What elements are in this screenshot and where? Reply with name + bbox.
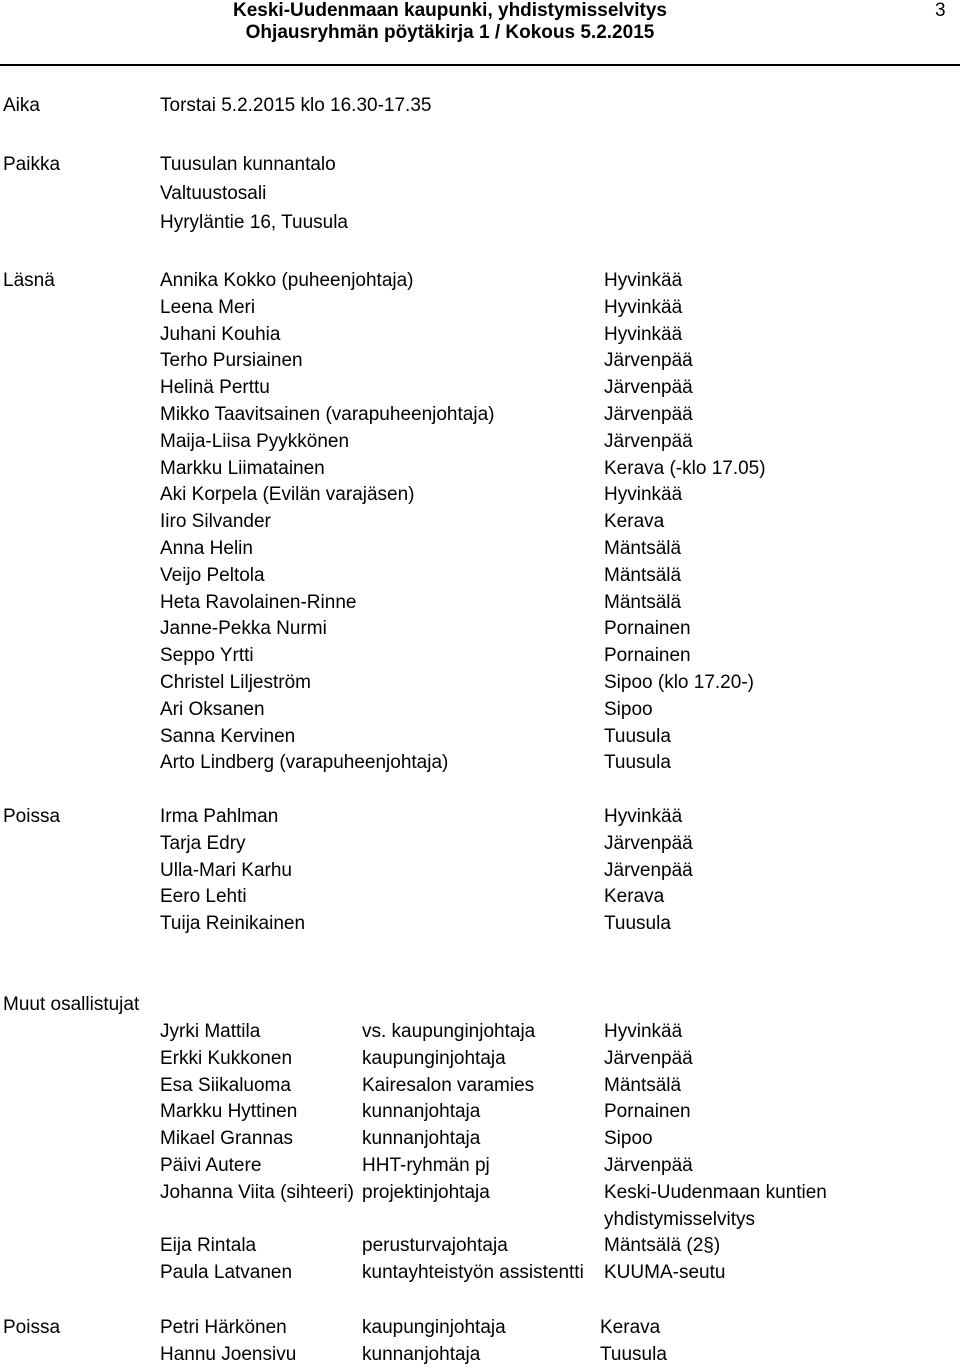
absent-name: Eero Lehti bbox=[160, 886, 247, 908]
participant-organization: Pornainen bbox=[604, 1101, 691, 1123]
participant-role: vs. kaupunginjohtaja bbox=[362, 1021, 536, 1042]
attendee-name: Leena Meri bbox=[160, 296, 256, 318]
attendee-name: Seppo Yrtti bbox=[160, 645, 254, 667]
participant-name: Johanna Viita (sihteeri) bbox=[160, 1181, 354, 1203]
attendee-name: Juhani Kouhia bbox=[160, 323, 281, 345]
absent-name: Irma Pahlman bbox=[160, 806, 279, 827]
page-number: 3 bbox=[935, 0, 946, 21]
participant-name: Päivi Autere bbox=[160, 1155, 262, 1176]
absent-guest-municipality: Kerava bbox=[600, 1317, 661, 1338]
absent-municipality: Tuusula bbox=[604, 913, 671, 935]
attendee-municipality: Sipoo bbox=[604, 698, 653, 720]
attendee-municipality: Hyvinkää bbox=[604, 484, 683, 506]
participant-name: Eija Rintala bbox=[160, 1235, 257, 1257]
participant-role: HHT-ryhmän pj bbox=[362, 1155, 490, 1176]
absent-municipality: Järvenpää bbox=[604, 859, 693, 881]
attendee-municipality: Hyvinkää bbox=[604, 296, 683, 318]
absent-name: Ulla-Mari Karhu bbox=[160, 859, 292, 881]
paikka-line: Hyryläntie 16, Tuusula bbox=[160, 212, 348, 233]
attendee-municipality: Järvenpää bbox=[604, 350, 693, 372]
attendee-name: Aki Korpela (Evilän varajäsen) bbox=[160, 484, 415, 506]
attendee-municipality: Kerava (-klo 17.05) bbox=[604, 457, 766, 479]
attendee-name: Markku Liimatainen bbox=[160, 457, 325, 479]
attendee-municipality: Pornainen bbox=[604, 645, 691, 667]
participant-role: kunnanjohtaja bbox=[362, 1128, 481, 1150]
participant-role: perusturvajohtaja bbox=[362, 1235, 508, 1257]
attendee-municipality: Tuusula bbox=[604, 725, 671, 747]
header-title: Keski-Uudenmaan kaupunki, yhdistymisselvitys bbox=[233, 0, 667, 21]
participant-organization: Hyvinkää bbox=[604, 1021, 683, 1042]
attendee-municipality: Tuusula bbox=[604, 752, 671, 774]
participant-organization: Mäntsälä (2§) bbox=[604, 1235, 721, 1257]
paikka-line: Valtuustosali bbox=[160, 183, 267, 204]
absent-name: Tuija Reinikainen bbox=[160, 913, 306, 935]
poissa-label-2: Poissa bbox=[3, 1317, 61, 1338]
attendee-name: Terho Pursiainen bbox=[160, 350, 303, 372]
attendee-municipality: Mäntsälä bbox=[604, 591, 682, 613]
participant-role: Kairesalon varamies bbox=[362, 1074, 535, 1096]
participant-name: Mikael Grannas bbox=[160, 1128, 294, 1150]
participant-organization: Järvenpää bbox=[604, 1047, 693, 1069]
aika-value: Torstai 5.2.2015 klo 16.30-17.35 bbox=[160, 95, 432, 116]
attendee-municipality: Mäntsälä bbox=[604, 564, 682, 586]
page-header bbox=[0, 0, 960, 66]
attendee-name: Annika Kokko (puheenjohtaja) bbox=[160, 270, 414, 291]
participant-organization: Keski-Uudenmaan kuntien bbox=[604, 1181, 827, 1203]
absent-guest-municipality: Tuusula bbox=[600, 1343, 667, 1365]
participant-organization-cont: yhdistymisselvitys bbox=[604, 1208, 755, 1230]
participant-role: projektinjohtaja bbox=[362, 1181, 490, 1203]
poissa-label: Poissa bbox=[3, 806, 61, 827]
participant-organization: Järvenpää bbox=[604, 1155, 693, 1176]
attendee-municipality: Kerava bbox=[604, 511, 665, 533]
attendee-name: Arto Lindberg (varapuheenjohtaja) bbox=[160, 752, 449, 774]
attendee-municipality: Pornainen bbox=[604, 618, 691, 640]
participant-name: Erkki Kukkonen bbox=[160, 1047, 293, 1069]
attendee-municipality: Järvenpää bbox=[604, 430, 693, 452]
participant-organization: KUUMA-seutu bbox=[604, 1262, 726, 1284]
attendee-name: Janne-Pekka Nurmi bbox=[160, 618, 327, 640]
attendee-municipality: Hyvinkää bbox=[604, 323, 683, 345]
participant-name: Markku Hyttinen bbox=[160, 1101, 298, 1123]
participant-role: kunnanjohtaja bbox=[362, 1101, 481, 1123]
participant-role: kaupunginjohtaja bbox=[362, 1047, 506, 1069]
absent-municipality: Järvenpää bbox=[604, 832, 693, 854]
participant-role: kuntayhteistyön assistentti bbox=[362, 1262, 584, 1284]
participant-name: Esa Siikaluoma bbox=[160, 1074, 291, 1096]
header-subtitle: Ohjausryhmän pöytäkirja 1 / Kokous 5.2.2015 bbox=[245, 22, 655, 43]
participant-organization: Mäntsälä bbox=[604, 1074, 682, 1096]
absent-guest-role: kaupunginjohtaja bbox=[362, 1317, 506, 1338]
attendee-municipality: Järvenpää bbox=[604, 377, 693, 399]
attendee-name: Anna Helin bbox=[160, 538, 253, 559]
absent-guest-name: Hannu Joensivu bbox=[160, 1343, 297, 1365]
attendee-name: Helinä Perttu bbox=[160, 377, 270, 399]
attendee-municipality: Järvenpää bbox=[604, 404, 693, 425]
attendee-municipality: Hyvinkää bbox=[604, 270, 683, 291]
participant-name: Paula Latvanen bbox=[160, 1262, 293, 1284]
absent-guest-name: Petri Härkönen bbox=[160, 1317, 287, 1338]
attendee-name: Mikko Taavitsainen (varapuheenjohtaja) bbox=[160, 404, 495, 425]
participant-name: Jyrki Mattila bbox=[160, 1021, 261, 1042]
attendee-municipality: Mäntsälä bbox=[604, 538, 682, 559]
attendee-municipality: Sipoo (klo 17.20-) bbox=[604, 672, 754, 693]
attendee-name: Veijo Peltola bbox=[160, 564, 265, 586]
absent-municipality: Kerava bbox=[604, 886, 665, 908]
attendee-name: Iiro Silvander bbox=[160, 511, 271, 533]
header-rule bbox=[0, 64, 960, 66]
attendee-name: Christel Liljeström bbox=[160, 672, 311, 693]
participant-organization: Sipoo bbox=[604, 1128, 653, 1150]
paikka-label: Paikka bbox=[3, 154, 61, 175]
absent-name: Tarja Edry bbox=[160, 832, 246, 854]
attendee-name: Ari Oksanen bbox=[160, 698, 265, 720]
attendee-name: Heta Ravolainen-Rinne bbox=[160, 591, 357, 613]
absent-guest-role: kunnanjohtaja bbox=[362, 1343, 481, 1365]
muut-label: Muut osallistujat bbox=[3, 994, 140, 1015]
paikka-line: Tuusulan kunnantalo bbox=[160, 154, 336, 175]
attendee-name: Maija-Liisa Pyykkönen bbox=[160, 430, 350, 452]
attendee-name: Sanna Kervinen bbox=[160, 725, 296, 747]
absent-municipality: Hyvinkää bbox=[604, 806, 683, 827]
aika-label: Aika bbox=[3, 95, 40, 116]
lasna-label: Läsnä bbox=[3, 270, 55, 291]
